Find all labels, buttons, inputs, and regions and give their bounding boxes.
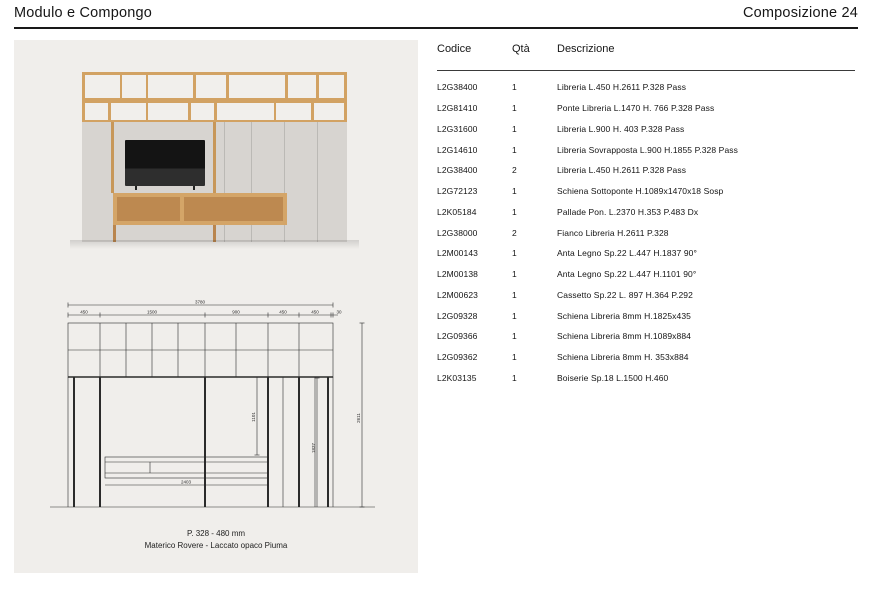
cell-descrizione: Anta Legno Sp.22 L.447 H.1837 90° [557,248,697,259]
cell-codice: L2G38400 [437,82,478,93]
dim-seg-5: 450 [311,309,319,315]
cell-qta: 1 [512,352,517,363]
table-row [437,119,858,140]
cell-descrizione: Cassetto Sp.22 L. 897 H.364 P.292 [557,289,693,300]
cell-codice: L2K05184 [437,206,477,217]
table-row [437,160,858,181]
table-row [437,243,858,264]
dim-inner-height: 1101 [251,412,256,422]
table-row [437,264,858,285]
cell-codice: L2G81410 [437,103,478,114]
column-header-codice: Codice [437,43,472,55]
dim-seg-3: 900 [232,309,240,315]
cell-qta: 1 [512,248,517,259]
cell-codice: L2G14610 [437,144,478,155]
cell-qta: 1 [512,206,517,217]
cell-descrizione: Libreria Sovrapposta L.900 H.1855 P.328 Pass [557,144,738,155]
dim-total-height: 2611 [356,413,361,423]
cell-descrizione: Schiena Libreria 8mm H. 353x884 [557,352,689,363]
cell-codice: L2G09366 [437,331,478,342]
cell-descrizione: Fianco Libreria H.2611 P.328 [557,227,669,238]
dim-total-width: 3780 [194,299,206,305]
table-row [437,77,858,98]
product-panel [14,40,418,573]
cell-qta: 1 [512,289,517,300]
cell-codice: L2G09328 [437,310,478,321]
table-row [437,98,858,119]
cell-qta: 1 [512,144,517,155]
cell-descrizione: Schiena Sottoponte H.1089x1470x18 Sosp [557,186,724,197]
cell-qta: 1 [512,269,517,280]
cell-codice: L2G72123 [437,186,478,197]
table-header-rule [437,70,855,71]
cell-descrizione: Libreria L.450 H.2611 P.328 Pass [557,82,687,93]
dim-seg-2: 1500 [146,309,158,315]
dim-seg-6: 30 [336,309,342,315]
cell-qta: 1 [512,310,517,321]
open-console-shelf [113,193,287,225]
shelf-grid-row-1 [82,72,347,100]
cell-qta: 2 [512,165,517,176]
finish-caption: Materico Rovere - Laccato opaco Piuma [144,541,288,550]
shelf-grid-row-2 [82,100,347,122]
cell-codice: L2G31600 [437,123,478,134]
cell-descrizione: Libreria L.900 H. 403 P.328 Pass [557,123,685,134]
tv-screen [125,140,205,186]
cell-qta: 1 [512,82,517,93]
depth-caption: P. 328 - 480 mm [186,529,246,538]
cell-descrizione: Schiena Libreria 8mm H.1825x435 [557,310,691,321]
product-render [82,72,347,242]
table-row [437,181,858,202]
column-header-descrizione: Descrizione [557,43,615,55]
dim-seg-4: 450 [279,309,287,315]
table-row [437,305,858,326]
table-body [437,77,858,388]
cell-codice: L2M00623 [437,289,478,300]
table-row [437,326,858,347]
page-title: Modulo e Compongo [14,5,153,21]
cell-codice: L2M00138 [437,269,478,280]
wood-upright-right [213,122,216,193]
drawing-caption [14,528,418,552]
dim-door-height: 1837 [311,442,316,454]
table-row [437,285,858,306]
cell-descrizione: Anta Legno Sp.22 L.447 H.1101 90° [557,269,697,280]
cell-descrizione: Libreria L.450 H.2611 P.328 Pass [557,165,687,176]
technical-drawing [45,298,395,515]
cell-codice: L2G09362 [437,352,478,363]
cell-descrizione: Pallade Pon. L.2370 H.353 P.483 Dx [557,206,699,217]
cell-descrizione: Ponte Libreria L.1470 H. 766 P.328 Pass [557,103,715,114]
cell-codice: L2K03135 [437,372,477,383]
composition-title: Composizione 24 [742,5,858,21]
cell-qta: 1 [512,331,517,342]
floor-shadow [70,240,359,249]
table-row [437,347,858,368]
dim-seg-1: 450 [80,309,88,315]
table-row [437,368,858,389]
cell-qta: 2 [512,227,517,238]
cell-codice: L2M00143 [437,248,478,259]
column-header-qta: Qtà [512,43,530,55]
cell-codice: L2G38400 [437,165,478,176]
table-row [437,139,858,160]
dim-console-width: 2403 [180,479,192,485]
wood-upright-left [111,122,114,193]
cell-qta: 1 [512,186,517,197]
cell-descrizione: Schiena Libreria 8mm H.1089x884 [557,331,691,342]
table-row [437,222,858,243]
cell-qta: 1 [512,372,517,383]
header-rule [14,27,858,29]
cell-qta: 1 [512,123,517,134]
table-row [437,202,858,223]
cell-qta: 1 [512,103,517,114]
cell-descrizione: Boiserie Sp.18 L.1500 H.460 [557,372,669,383]
cell-codice: L2G38000 [437,227,478,238]
